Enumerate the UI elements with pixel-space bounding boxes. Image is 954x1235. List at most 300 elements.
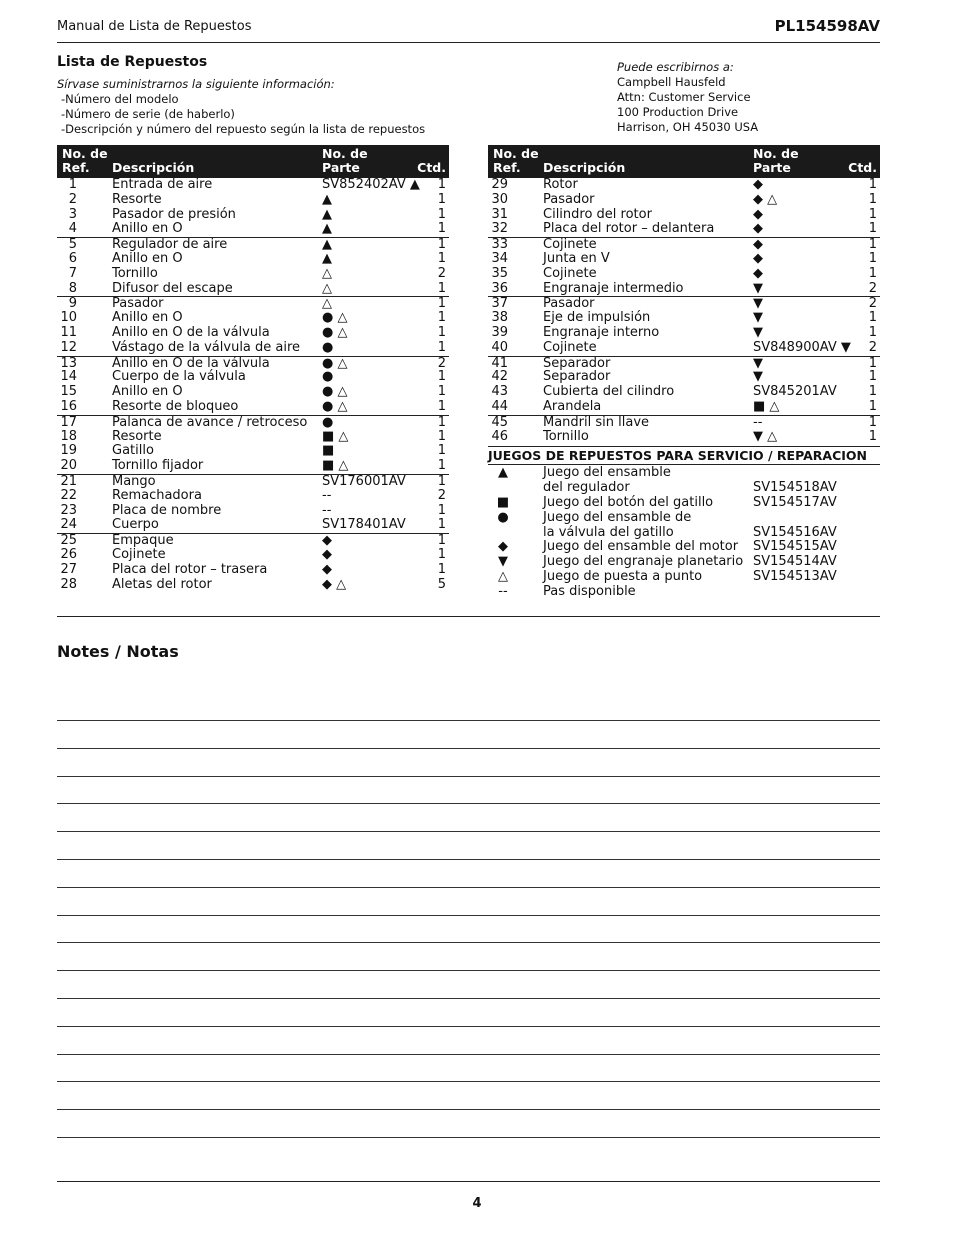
part-number: ■ △: [753, 398, 780, 414]
ref-number: 45: [491, 414, 508, 430]
kit-description: Juego del ensamble del motor: [543, 539, 739, 555]
kit-row: [488, 526, 880, 541]
ref-number: 3: [68, 206, 77, 222]
note-line: [57, 1054, 880, 1055]
part-number: ▲: [322, 221, 332, 237]
ref-number: 21: [60, 473, 77, 489]
kit-description: la válvula del gatillo: [543, 524, 674, 540]
ref-number: 41: [491, 355, 508, 371]
table-row: [488, 356, 880, 371]
table-row: [57, 370, 449, 385]
part-number: ▼ △: [753, 428, 778, 444]
table-row: [57, 326, 449, 341]
part-quantity: 1: [868, 237, 877, 253]
part-quantity: 2: [868, 280, 877, 296]
part-number: △: [322, 296, 332, 312]
part-quantity: 1: [868, 369, 877, 385]
table-row: [57, 400, 449, 415]
part-description: Gatillo: [112, 443, 154, 459]
table-row: [57, 237, 449, 252]
part-description: Pasador: [543, 296, 595, 312]
kit-part-number: SV154518AV: [753, 480, 837, 496]
part-description: Cojinete: [543, 237, 597, 253]
ref-number: 15: [60, 384, 77, 400]
kit-symbol: △: [498, 568, 508, 584]
ref-number: 14: [60, 369, 77, 385]
part-description: Cojinete: [543, 339, 597, 355]
footer-divider: [57, 1181, 880, 1182]
ref-number: 35: [491, 265, 508, 281]
header-qty: Ctd.: [848, 160, 877, 175]
kit-row: [488, 496, 880, 511]
table-row: [57, 548, 449, 563]
table-row: [488, 237, 880, 252]
kit-row: [488, 511, 880, 526]
part-description: Resorte: [112, 428, 162, 444]
part-description: Cojinete: [543, 265, 597, 281]
kit-description: Juego del ensamble: [543, 465, 671, 481]
table-row: [488, 341, 880, 356]
header-ref: No. de Ref.: [493, 146, 539, 175]
part-number: SV845201AV: [753, 384, 837, 400]
part-quantity: 1: [868, 324, 877, 340]
table-body: [57, 178, 449, 592]
table-row: [57, 415, 449, 430]
part-number: ▼: [753, 324, 763, 340]
note-line: [57, 970, 880, 971]
part-number: ▲: [322, 237, 332, 253]
part-description: Tornillo fijador: [112, 458, 204, 474]
parts-table-left: [57, 145, 449, 592]
kit-description: Pas disponible: [543, 583, 636, 599]
part-quantity: 1: [437, 398, 446, 414]
ref-number: 44: [491, 398, 508, 414]
table-row: [488, 193, 880, 208]
part-number: ▼: [753, 369, 763, 385]
table-row: [57, 296, 449, 311]
ref-number: 2: [68, 191, 77, 207]
part-number: △: [322, 265, 332, 281]
part-quantity: 1: [437, 280, 446, 296]
table-row: [57, 578, 449, 593]
part-quantity: 1: [437, 206, 446, 222]
part-number: ◆: [322, 546, 332, 562]
ref-number: 11: [60, 324, 77, 340]
part-description: Mandril sin llave: [543, 414, 650, 430]
part-quantity: 1: [437, 369, 446, 385]
part-number: ▼: [753, 296, 763, 312]
table-row: [488, 282, 880, 297]
part-description: Separador: [543, 355, 611, 371]
table-body: [488, 178, 880, 444]
part-description: Rotor: [543, 177, 578, 192]
part-quantity: 1: [437, 250, 446, 266]
part-number: ◆: [322, 561, 332, 577]
ref-number: 6: [68, 250, 77, 266]
part-description: Mango: [112, 473, 156, 489]
table-row: [57, 430, 449, 445]
ref-number: 13: [60, 355, 77, 371]
table-row: [57, 356, 449, 371]
ref-number: 27: [60, 561, 77, 577]
part-description: Remachadora: [112, 487, 202, 503]
ref-number: 39: [491, 324, 508, 340]
part-quantity: 1: [437, 533, 446, 549]
part-quantity: 1: [868, 428, 877, 444]
contact-line: Campbell Hausfeld: [617, 75, 726, 89]
part-number: ▼: [753, 355, 763, 371]
kit-row: [488, 570, 880, 585]
part-number: ■: [322, 443, 335, 459]
ref-number: 29: [491, 177, 508, 192]
section-title: Lista de Repuestos: [57, 54, 208, 70]
table-row: [57, 563, 449, 578]
table-row: [57, 474, 449, 489]
note-line: [57, 803, 880, 804]
part-description: Pasador: [112, 296, 164, 312]
table-row: [57, 533, 449, 548]
part-number: ◆: [753, 265, 763, 281]
part-quantity: 1: [437, 221, 446, 237]
header-ref: No. de Ref.: [62, 146, 108, 175]
part-description: Cojinete: [112, 546, 166, 562]
ref-number: 30: [491, 191, 508, 207]
part-quantity: 1: [437, 473, 446, 489]
contact-address: [617, 60, 758, 135]
part-quantity: 1: [868, 177, 877, 192]
table-row: [488, 222, 880, 237]
kit-row: [488, 481, 880, 496]
ref-number: 16: [60, 398, 77, 414]
part-description: Cuerpo de la válvula: [112, 369, 246, 385]
part-quantity: 1: [868, 265, 877, 281]
part-number: SV178401AV: [322, 517, 406, 533]
part-description: Palanca de avance / retroceso: [112, 414, 308, 430]
contact-line: Attn: Customer Service: [617, 90, 751, 104]
table-row: [57, 311, 449, 326]
part-quantity: 2: [437, 355, 446, 371]
kit-part-number: SV154515AV: [753, 539, 837, 555]
part-quantity: 1: [437, 384, 446, 400]
part-description: Resorte de bloqueo: [112, 398, 239, 414]
kit-symbol: ●: [497, 509, 509, 525]
part-description: Tornillo: [112, 265, 158, 281]
table-row: [488, 296, 880, 311]
part-number: ◆: [753, 206, 763, 222]
section-divider: [57, 616, 880, 617]
part-number: SV176001AV: [322, 473, 406, 489]
part-description: Anillo en O de la válvula: [112, 324, 270, 340]
kit-row: [488, 555, 880, 570]
part-description: Vástago de la válvula de aire: [112, 339, 301, 355]
kit-symbol: ◆: [498, 539, 508, 555]
header-part: No. de Parte: [322, 146, 368, 175]
part-number: ■ △: [322, 458, 349, 474]
part-description: Anillo en O: [112, 310, 183, 326]
ref-number: 18: [60, 428, 77, 444]
kit-symbol: --: [498, 583, 508, 599]
table-row: [57, 489, 449, 504]
kit-description: del regulador: [543, 480, 630, 496]
parts-table-right: [488, 145, 880, 600]
ref-number: 42: [491, 369, 508, 385]
part-number: ▲: [322, 191, 332, 207]
table-row: [57, 504, 449, 519]
part-number: ◆: [753, 221, 763, 237]
part-description: Anillo en O: [112, 250, 183, 266]
part-number: ◆: [753, 250, 763, 266]
part-quantity: 1: [437, 458, 446, 474]
contact-line: 100 Production Drive: [617, 105, 739, 119]
note-line: [57, 942, 880, 943]
manual-title: Manual de Lista de Repuestos: [57, 19, 252, 34]
table-header: [57, 145, 449, 178]
part-description: Engranaje intermedio: [543, 280, 684, 296]
table-row: [488, 252, 880, 267]
note-line: [57, 859, 880, 860]
ref-number: 5: [68, 237, 77, 253]
part-description: Tornillo: [543, 428, 589, 444]
note-line: [57, 831, 880, 832]
part-number: ●: [322, 339, 334, 355]
kits-list: [488, 466, 880, 599]
part-description: Placa de nombre: [112, 502, 222, 518]
table-row: [57, 444, 449, 459]
note-line: [57, 1081, 880, 1082]
ref-number: 7: [68, 265, 77, 281]
table-row: [488, 326, 880, 341]
part-number: ● △: [322, 398, 348, 414]
part-number: --: [322, 487, 332, 503]
part-number: ▲: [322, 250, 332, 266]
ref-number: 17: [60, 414, 77, 430]
table-row: [488, 208, 880, 223]
kit-symbol: ■: [496, 494, 510, 510]
kit-part-number: SV154517AV: [753, 494, 837, 510]
table-row: [488, 178, 880, 193]
part-quantity: 1: [437, 296, 446, 312]
table-row: [488, 311, 880, 326]
part-number: SV852402AV ▲: [322, 177, 420, 192]
part-number: ▼: [753, 280, 763, 296]
model-code: PL154598AV: [774, 17, 880, 35]
table-row: [57, 193, 449, 208]
kit-symbol: ▼: [498, 554, 508, 570]
part-quantity: 5: [437, 576, 446, 592]
table-row: [57, 208, 449, 223]
part-number: ●: [322, 369, 334, 385]
kit-description: Juego del engranaje planetario: [543, 554, 744, 570]
intro-block: [57, 77, 425, 137]
part-number: --: [753, 414, 763, 430]
header-qty: Ctd.: [417, 160, 446, 175]
table-row: [57, 385, 449, 400]
ref-number: 40: [491, 339, 508, 355]
part-quantity: 1: [437, 561, 446, 577]
intro-heading: Sírvase suministrarnos la siguiente información:: [57, 77, 335, 91]
part-quantity: 1: [868, 221, 877, 237]
table-row: [57, 282, 449, 297]
part-number: ▲: [322, 206, 332, 222]
part-number: ● △: [322, 355, 348, 371]
note-line: [57, 748, 880, 749]
ref-number: 28: [60, 576, 77, 592]
part-description: Arandela: [543, 398, 602, 414]
note-line: [57, 998, 880, 999]
part-description: Empaque: [112, 533, 174, 549]
ref-number: 20: [60, 458, 77, 474]
intro-item: -Número del modelo: [61, 92, 179, 106]
ref-number: 12: [60, 339, 77, 355]
part-quantity: 1: [868, 414, 877, 430]
part-number: ◆: [753, 177, 763, 192]
contact-line: Harrison, OH 45030 USA: [617, 120, 759, 134]
header-part: No. de Parte: [753, 146, 799, 175]
part-quantity: 1: [437, 428, 446, 444]
part-number: ◆: [753, 237, 763, 253]
ref-number: 34: [491, 250, 508, 266]
part-description: Regulador de aire: [112, 237, 228, 253]
intro-item: -Descripción y número del repuesto según la lista de repuestos: [61, 122, 426, 136]
part-description: Cilindro del rotor: [543, 206, 652, 222]
part-description: Junta en V: [543, 250, 610, 266]
kit-description: Juego del ensamble de: [543, 509, 692, 525]
ref-number: 10: [60, 310, 77, 326]
note-line: [57, 915, 880, 916]
part-description: Aletas del rotor: [112, 576, 212, 592]
part-number: ●: [322, 414, 334, 430]
part-description: Anillo en O: [112, 221, 183, 237]
table-row: [57, 267, 449, 282]
part-number: --: [322, 502, 332, 518]
part-quantity: 2: [437, 487, 446, 503]
part-description: Placa del rotor – trasera: [112, 561, 268, 577]
part-number: ◆ △: [322, 576, 347, 592]
part-number: △: [322, 280, 332, 296]
part-quantity: 1: [437, 443, 446, 459]
part-quantity: 1: [437, 414, 446, 430]
intro-item: -Número de serie (de haberlo): [61, 107, 235, 121]
part-number: ◆: [322, 533, 332, 549]
header-desc: Descripción: [543, 160, 626, 175]
part-quantity: 2: [868, 339, 877, 355]
note-line: [57, 887, 880, 888]
table-row: [57, 518, 449, 533]
ref-number: 31: [491, 206, 508, 222]
part-number: ◆ △: [753, 191, 778, 207]
kit-description: Juego de puesta a punto: [543, 568, 703, 584]
kit-description: Juego del botón del gatillo: [543, 494, 714, 510]
kit-row: [488, 540, 880, 555]
part-quantity: 1: [868, 355, 877, 371]
part-number: SV848900AV ▼: [753, 339, 851, 355]
part-quantity: 2: [437, 265, 446, 281]
part-description: Eje de impulsión: [543, 310, 651, 326]
table-row: [488, 267, 880, 282]
part-quantity: 1: [437, 177, 446, 192]
table-row: [57, 459, 449, 474]
part-description: Entrada de aire: [112, 177, 213, 192]
note-line: [57, 1137, 880, 1138]
part-description: Pasador de presión: [112, 206, 236, 222]
kit-row: [488, 585, 880, 600]
table-row: [57, 252, 449, 267]
ref-number: 1: [68, 177, 77, 192]
part-description: Cubierta del cilindro: [543, 384, 675, 400]
kit-part-number: SV154514AV: [753, 554, 837, 570]
ref-number: 38: [491, 310, 508, 326]
part-description: Resorte: [112, 191, 162, 207]
table-row: [57, 222, 449, 237]
note-line: [57, 720, 880, 721]
part-description: Cuerpo: [112, 517, 159, 533]
header-divider: [57, 42, 880, 43]
kits-title: JUEGOS DE REPUESTOS PARA SERVICIO / REPARACION: [488, 446, 880, 465]
part-quantity: 2: [868, 296, 877, 312]
part-description: Placa del rotor – delantera: [543, 221, 715, 237]
part-description: Separador: [543, 369, 611, 385]
table-row: [488, 385, 880, 400]
ref-number: 22: [60, 487, 77, 503]
note-line: [57, 1026, 880, 1027]
part-number: ● △: [322, 384, 348, 400]
table-row: [488, 415, 880, 430]
kit-part-number: SV154516AV: [753, 524, 837, 540]
ref-number: 9: [68, 296, 77, 312]
ref-number: 33: [491, 237, 508, 253]
notes-title: Notes / Notas: [57, 642, 179, 661]
part-quantity: 1: [868, 398, 877, 414]
part-number: ■ △: [322, 428, 349, 444]
part-number: ● △: [322, 310, 348, 326]
table-row: [488, 400, 880, 415]
part-quantity: 1: [437, 339, 446, 355]
part-quantity: 1: [437, 324, 446, 340]
kit-symbol: ▲: [498, 465, 508, 481]
ref-number: 19: [60, 443, 77, 459]
ref-number: 8: [68, 280, 77, 296]
ref-number: 36: [491, 280, 508, 296]
ref-number: 32: [491, 221, 508, 237]
ref-number: 24: [60, 517, 77, 533]
table-row: [57, 178, 449, 193]
table-row: [57, 341, 449, 356]
table-row: [488, 370, 880, 385]
ref-number: 25: [60, 533, 77, 549]
ref-number: 37: [491, 296, 508, 312]
part-description: Anillo en O: [112, 384, 183, 400]
table-header: [488, 145, 880, 178]
part-quantity: 1: [437, 546, 446, 562]
part-quantity: 1: [868, 206, 877, 222]
note-line: [57, 1109, 880, 1110]
part-description: Anillo en O de la válvula: [112, 355, 270, 371]
ref-number: 4: [68, 221, 77, 237]
ref-number: 26: [60, 546, 77, 562]
part-quantity: 1: [868, 384, 877, 400]
contact-heading: Puede escribirnos a:: [617, 60, 734, 74]
part-quantity: 1: [437, 191, 446, 207]
part-quantity: 1: [868, 191, 877, 207]
header-desc: Descripción: [112, 160, 195, 175]
note-line: [57, 776, 880, 777]
table-row: [488, 430, 880, 445]
part-number: ▼: [753, 310, 763, 326]
part-quantity: 1: [437, 310, 446, 326]
part-description: Engranaje interno: [543, 324, 660, 340]
kit-part-number: SV154513AV: [753, 568, 837, 584]
ref-number: 23: [60, 502, 77, 518]
